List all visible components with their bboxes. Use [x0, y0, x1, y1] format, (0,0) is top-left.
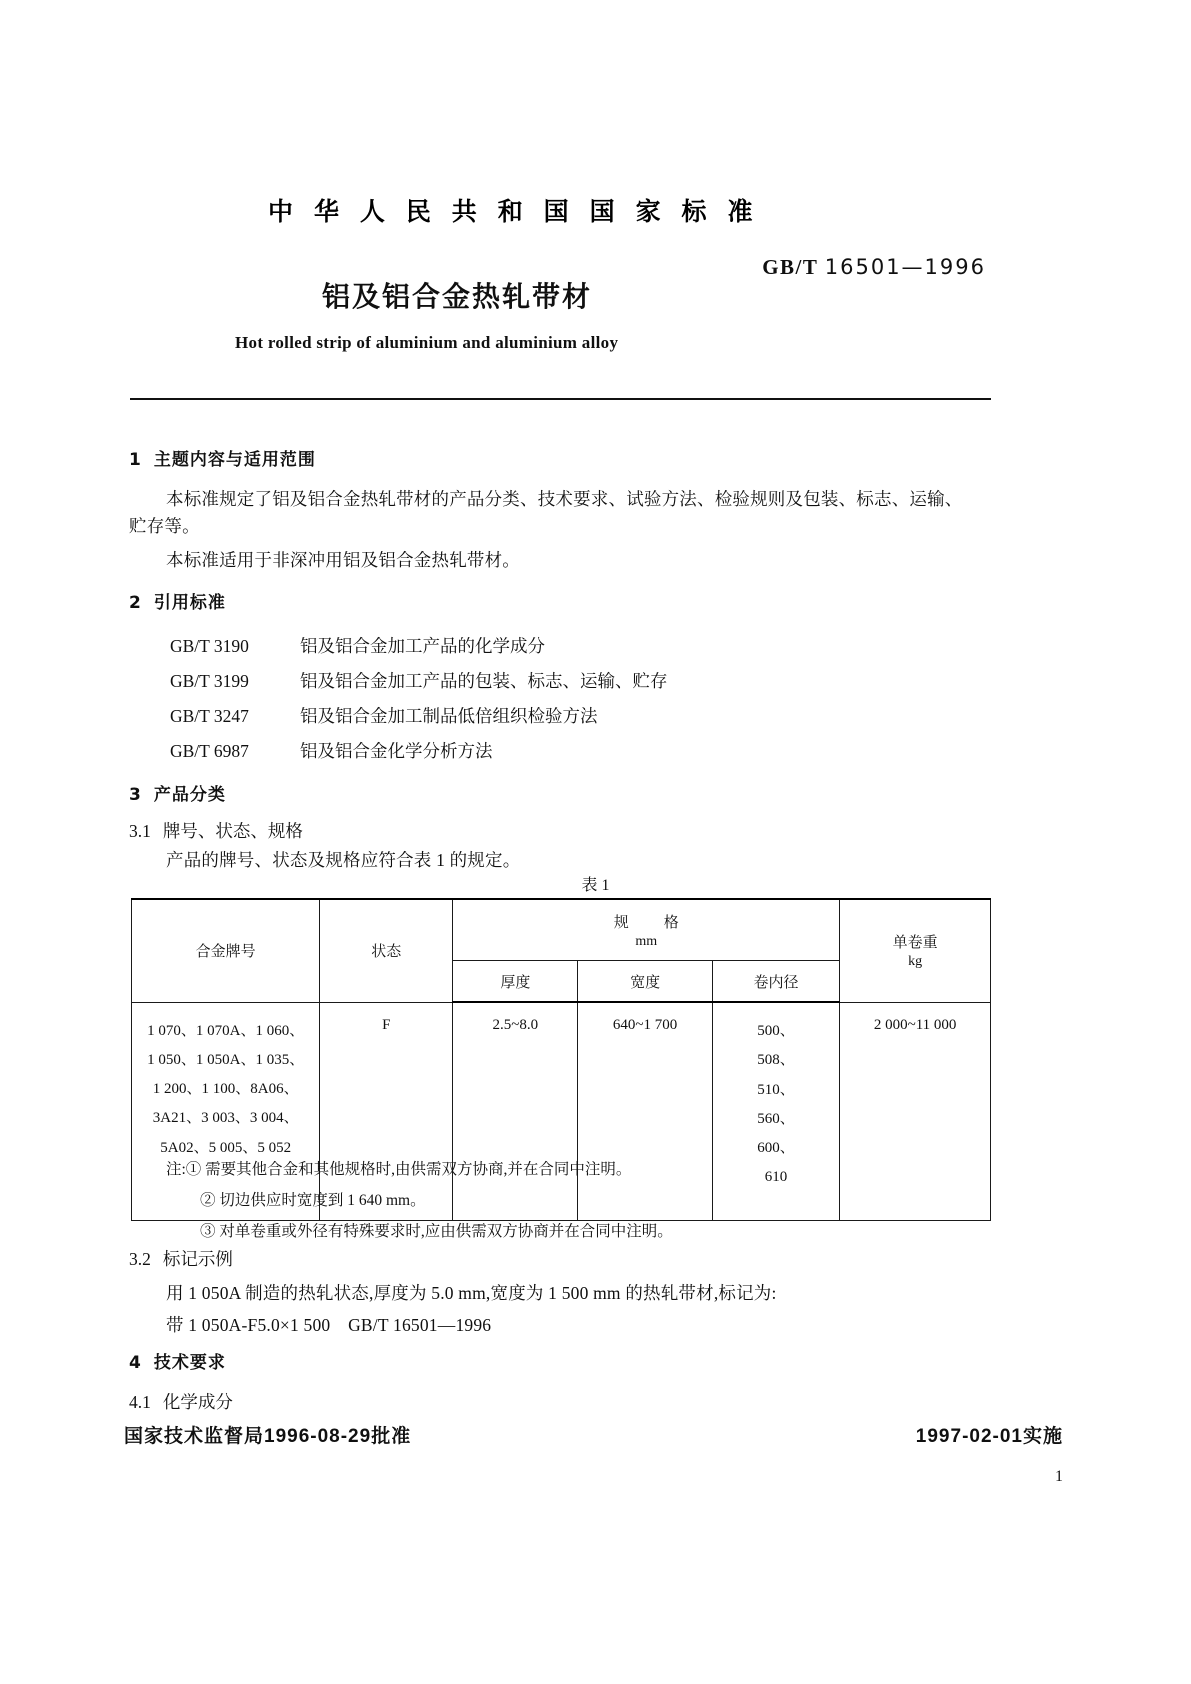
- reference-standard-item: [170, 738, 493, 763]
- alloy-grade-line: 1 050、1 050A、1 035、: [147, 1051, 305, 1068]
- approval-authority-and-date: 国家技术监督局1996-08-29批准: [124, 1426, 412, 1447]
- standard-number: [762, 255, 986, 280]
- section-3-2-title: 标记示例: [162, 1249, 233, 1269]
- section-3-heading: [129, 780, 226, 805]
- reference-code: GB/T 6987: [170, 741, 249, 761]
- section-3-1-heading: [129, 818, 303, 843]
- header-alloy-grade: 合金牌号: [132, 899, 320, 1002]
- table-note-1: 注:① 需要其他合金和其他规格时,由供需双方协商,并在合同中注明。: [166, 1161, 632, 1178]
- section-3-1-title: 牌号、状态、规格: [162, 821, 303, 841]
- standard-number-value: 16501—1996: [824, 255, 986, 279]
- section-4-1-title: 化学成分: [162, 1392, 233, 1412]
- section-1-paragraph-1-line-1: 本标准规定了铝及铝合金热轧带材的产品分类、技术要求、试验方法、检验规则及包装、标志、运输、: [166, 489, 963, 509]
- section-4-1-heading: [129, 1389, 233, 1414]
- section-3-2-number: 3.2: [129, 1249, 151, 1269]
- inner-diameter-line: 560、: [757, 1110, 795, 1127]
- inner-diameter-line: 508、: [757, 1052, 795, 1069]
- table-note-2: ② 切边供应时宽度到 1 640 mm。: [200, 1192, 426, 1209]
- cell-coil-weight: 2 000~11 000: [840, 1002, 991, 1220]
- section-2-heading: [129, 588, 226, 613]
- section-4-1-number: 4.1: [129, 1392, 151, 1412]
- implementation-date: 1997-02-01实施: [915, 1426, 1063, 1447]
- reference-standard-item: [170, 668, 668, 693]
- section-1-paragraph-1-line-2: 贮存等。: [129, 516, 200, 536]
- header-specification-label: 规 格: [613, 914, 689, 931]
- reference-code: GB/T 3247: [170, 706, 249, 726]
- reference-standard-item: [170, 633, 545, 658]
- reference-title: 铝及铝合金加工产品的化学成分: [300, 636, 545, 656]
- alloy-grade-line: 5A02、5 005、5 052: [160, 1139, 292, 1156]
- section-1-paragraph-2: 本标准适用于非深冲用铝及铝合金热轧带材。: [166, 550, 520, 570]
- section-1-heading: [129, 445, 316, 470]
- header-thickness: 厚度: [453, 961, 578, 1003]
- header-inner-diameter: 卷内径: [712, 961, 840, 1003]
- section-2-title: 引用标准: [153, 593, 226, 612]
- section-3-number: 3: [129, 785, 142, 805]
- document-title-english: Hot rolled strip of aluminium and aluminium alloy: [235, 333, 619, 352]
- table-note-3: ③ 对单卷重或外径有特殊要求时,应由供需双方协商并在合同中注明。: [200, 1223, 673, 1240]
- header-coil-weight-label: 单卷重: [892, 935, 938, 952]
- header-width: 宽度: [578, 961, 712, 1003]
- section-2-number: 2: [129, 593, 142, 613]
- header-coil-weight-unit: kg: [908, 954, 923, 970]
- section-3-2-example-line-2: 带 1 050A-F5.0×1 500 GB/T 16501—1996: [166, 1315, 492, 1335]
- cell-temper: F: [320, 1002, 453, 1220]
- inner-diameter-line: 510、: [757, 1081, 795, 1098]
- header-specification-group: [453, 899, 840, 961]
- reference-code: GB/T 3199: [170, 671, 249, 691]
- section-3-1-paragraph: 产品的牌号、状态及规格应符合表 1 的规定。: [166, 850, 521, 870]
- alloy-grade-line: 3A21、3 003、3 004、: [152, 1110, 299, 1127]
- section-3-title: 产品分类: [153, 785, 226, 804]
- alloy-grade-line: 1 070、1 070A、1 060、: [147, 1022, 305, 1039]
- section-1-number: 1: [129, 450, 142, 470]
- reference-code: GB/T 3190: [170, 636, 249, 656]
- table-caption: 表 1: [581, 877, 610, 894]
- inner-diameter-line: 600、: [757, 1140, 795, 1156]
- cell-width: 640~1 700: [578, 1002, 712, 1220]
- reference-title: 铝及铝合金加工产品的包装、标志、运输、贮存: [300, 671, 668, 691]
- cell-thickness: 2.5~8.0: [453, 1002, 578, 1220]
- section-3-2-example-line-1: 用 1 050A 制造的热轧状态,厚度为 5.0 mm,宽度为 1 500 mm 的热轧带材,标记为:: [166, 1283, 777, 1303]
- header-temper: 状态: [320, 899, 453, 1002]
- national-standard-banner: 中 华 人 民 共 和 国 国 家 标 准: [268, 198, 760, 226]
- section-4-title: 技术要求: [153, 1353, 226, 1372]
- header-divider-rule: [130, 398, 991, 400]
- header-specification-unit: mm: [635, 933, 658, 949]
- section-3-2-heading: [129, 1246, 233, 1271]
- reference-title: 铝及铝合金加工制品低倍组织检验方法: [300, 706, 598, 726]
- table-header-row-1: [132, 899, 991, 961]
- alloy-grade-line: 1 200、1 100、8A06、: [152, 1081, 299, 1097]
- page-number: 1: [1055, 1468, 1063, 1485]
- header-coil-weight: [840, 899, 991, 1002]
- inner-diameter-line: 500、: [757, 1023, 795, 1039]
- section-4-heading: [129, 1348, 226, 1373]
- section-3-1-number: 3.1: [129, 821, 151, 841]
- document-title-chinese: 铝及铝合金热轧带材: [322, 281, 593, 312]
- inner-diameter-line: 610: [764, 1169, 788, 1186]
- standard-number-prefix: GB/T: [762, 255, 818, 279]
- reference-title: 铝及铝合金化学分析方法: [300, 741, 493, 761]
- reference-standard-item: [170, 703, 598, 728]
- cell-inner-diameters: [712, 1002, 840, 1220]
- section-1-title: 主题内容与适用范围: [153, 450, 316, 469]
- section-4-number: 4: [129, 1353, 142, 1373]
